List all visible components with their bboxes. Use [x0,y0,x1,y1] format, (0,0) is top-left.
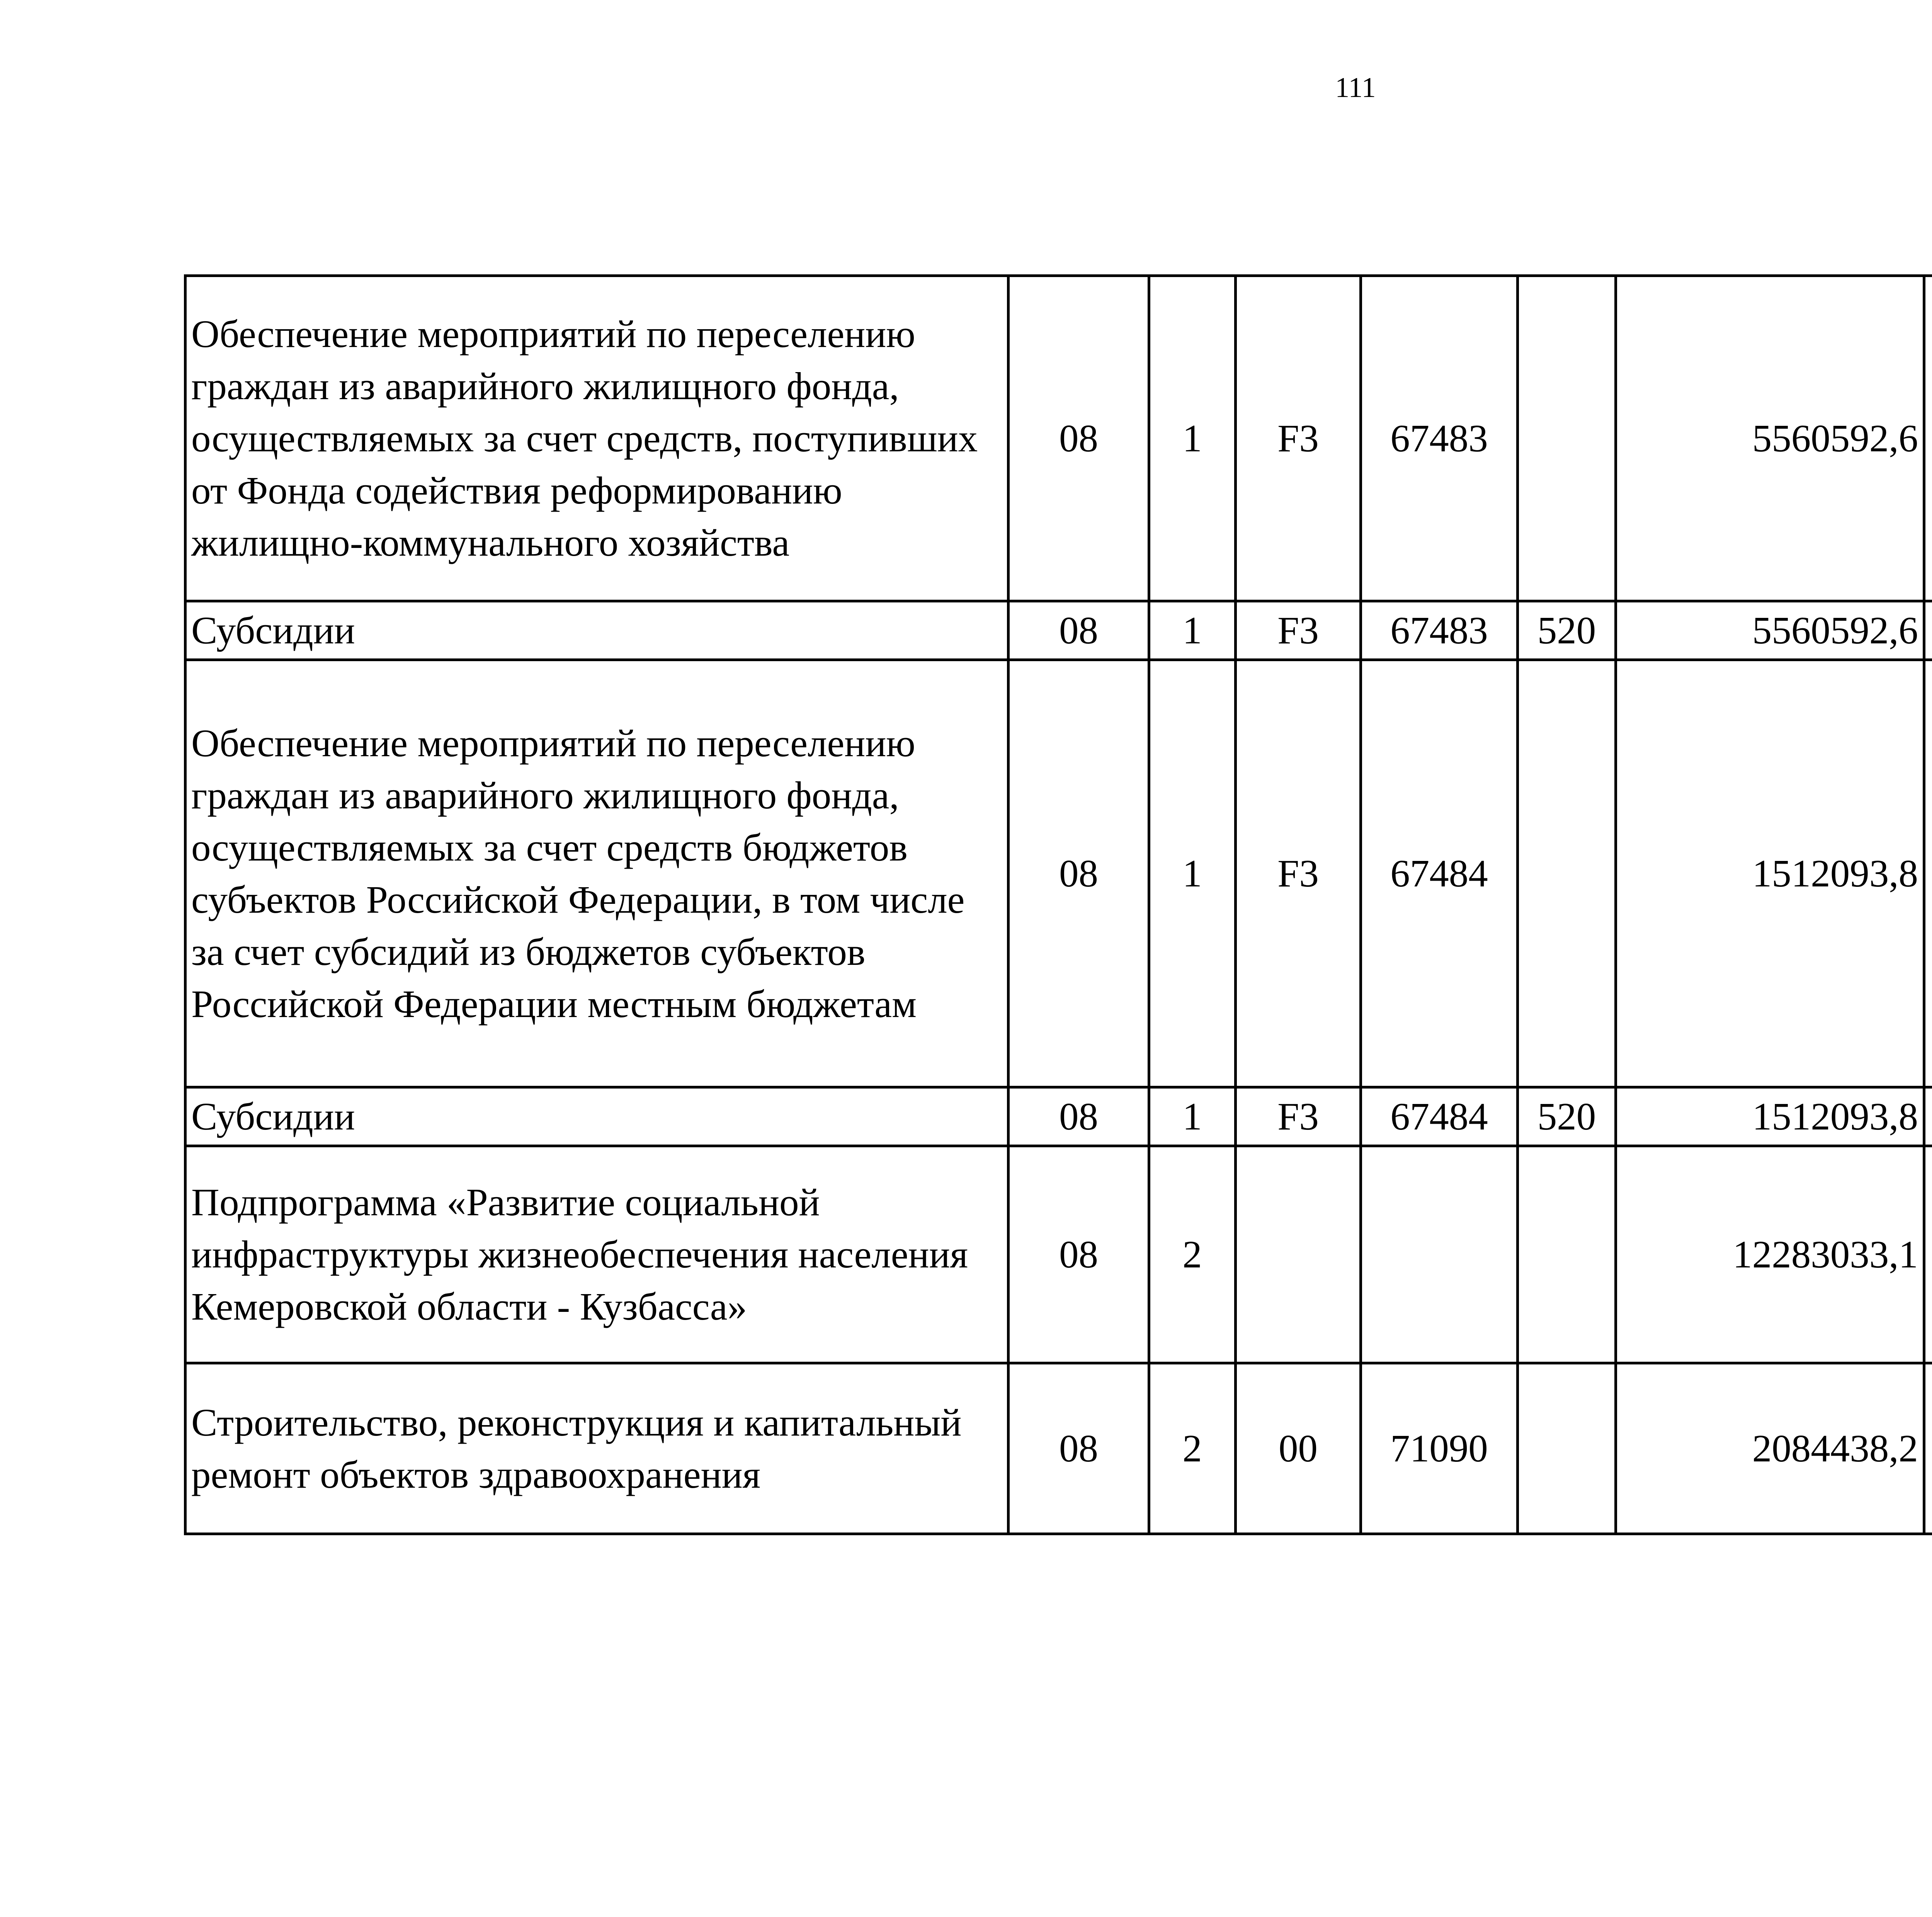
table-row [185,1087,1932,1146]
row-name-cell: Субсидии [185,1087,1009,1146]
expense-type-cell [1518,276,1616,601]
section-code-cell: 08 [1009,660,1149,1087]
program-code-cell: 2 [1149,1363,1236,1534]
direction-code-cell [1361,1146,1518,1363]
section-code-cell: 08 [1009,1087,1149,1146]
expense-type-cell: 520 [1518,1087,1616,1146]
page-number: 111 [1335,72,1376,104]
subprogram-code-cell: 00 [1236,1363,1361,1534]
sum-2021-cell [1924,1146,1932,1363]
sum-2020-cell: 5560592,6 [1616,601,1924,660]
program-code-cell: 1 [1149,1087,1236,1146]
row-name-cell: Строительство, реконструкция и капитальный ремонт объектов здравоохранения [185,1363,1009,1534]
program-code-cell: 1 [1149,601,1236,660]
subprogram-code-cell [1236,1146,1361,1363]
subprogram-code-cell: F3 [1236,660,1361,1087]
table-row [185,276,1932,601]
row-name-cell: Обеспечение мероприятий по переселению граждан из аварийного жилищного фонда, осуществляемых за счет средств, поступивших от Фонда содействия реформированию жилищно-коммунального хозяйства [185,276,1009,601]
program-code-cell: 1 [1149,660,1236,1087]
expense-type-cell [1518,660,1616,1087]
row-name-cell: Обеспечение мероприятий по переселению граждан из аварийного жилищного фонда, осуществляемых за счет средств бюджетов субъектов Российской Федерации, в том числе за счет субсидий из бюджетов субъектов Российской Федерации местным бюджетам [185,660,1009,1087]
section-code-cell: 08 [1009,601,1149,660]
subprogram-code-cell: F3 [1236,276,1361,601]
table-row [185,1363,1932,1534]
sum-2021-cell [1924,1087,1932,1146]
sum-2021-cell [1924,601,1932,660]
section-code-cell: 08 [1009,276,1149,601]
sum-2020-cell: 1512093,8 [1616,1087,1924,1146]
sum-2020-cell: 12283033,1 [1616,1146,1924,1363]
table-row [185,660,1932,1087]
section-code-cell: 08 [1009,1363,1149,1534]
expense-type-cell [1518,1363,1616,1534]
direction-code-cell: 67483 [1361,601,1518,660]
subprogram-code-cell: F3 [1236,601,1361,660]
table-row [185,601,1932,660]
program-code-cell: 2 [1149,1146,1236,1363]
direction-code-cell: 67483 [1361,276,1518,601]
subprogram-code-cell: F3 [1236,1087,1361,1146]
direction-code-cell: 67484 [1361,660,1518,1087]
sum-2021-cell [1924,660,1932,1087]
sum-2020-cell: 1512093,8 [1616,660,1924,1087]
direction-code-cell: 71090 [1361,1363,1518,1534]
expense-type-cell [1518,1146,1616,1363]
expense-type-cell: 520 [1518,601,1616,660]
sum-2020-cell: 2084438,2 [1616,1363,1924,1534]
table-row [185,1146,1932,1363]
row-name-cell: Подпрограмма «Развитие социальной инфраструктуры жизнеобеспечения населения Кемеровской области - Кузбасса» [185,1146,1009,1363]
program-code-cell: 1 [1149,276,1236,601]
row-name-cell: Субсидии [185,601,1009,660]
sum-2021-cell [1924,1363,1932,1534]
section-code-cell: 08 [1009,1146,1149,1363]
sum-2020-cell: 5560592,6 [1616,276,1924,601]
budget-table [184,274,1932,1535]
direction-code-cell: 67484 [1361,1087,1518,1146]
sum-2021-cell [1924,276,1932,601]
